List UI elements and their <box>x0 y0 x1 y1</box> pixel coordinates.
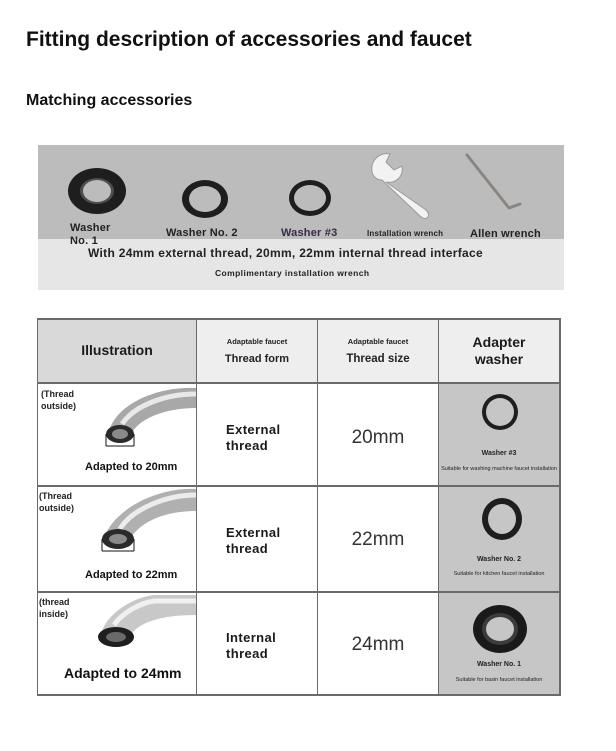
row-1-thread-note: (Thread outside) <box>41 389 76 411</box>
fitting-table <box>37 318 561 696</box>
washer-3-label: Washer #3 <box>281 227 338 239</box>
faucet-outside-thread-icon <box>100 384 196 456</box>
header-illustration-cell <box>38 320 196 382</box>
header-washer-cell <box>439 320 559 382</box>
row-3-thread-size-cell <box>318 593 438 694</box>
section-title: Matching accessories <box>26 92 193 109</box>
header-thread-size-top: Adaptable faucet <box>347 337 409 346</box>
row-3-washer-label: Washer No. 1 <box>476 661 522 668</box>
installation-wrench-label: Installation wrench <box>367 229 444 238</box>
row-1-washer-use: Suitable for washing machine faucet installation <box>441 466 557 472</box>
allen-wrench-label: Allen wrench <box>470 228 541 240</box>
row-3-thread-form-cell <box>197 593 317 694</box>
faucet-inside-thread-icon <box>94 593 196 655</box>
row-2-thread-form-cell <box>197 487 317 591</box>
page-title: Fitting description of accessories and faucet <box>26 28 472 51</box>
row-3-washer-use: Suitable for basin faucet installation <box>455 677 543 683</box>
header-thread-form-cell <box>197 320 317 382</box>
row-1-washer-label: Washer #3 <box>481 450 517 457</box>
row-2-thread-note: (Thread outside) <box>39 491 74 513</box>
header-thread-size: Thread size <box>346 353 410 365</box>
row-3-adapted-size: Adapted to 24mm <box>64 665 182 681</box>
row-3-thread-note: (thread inside) <box>39 597 70 619</box>
thin-washer-icon <box>287 178 333 218</box>
header-thread-form-top: Adaptable faucet <box>226 337 288 346</box>
row-1-thread-form: External thread <box>226 422 281 453</box>
header-adapter-washer: Adapter washer <box>472 334 526 367</box>
row-1-adapted-size: Adapted to 20mm <box>85 461 178 473</box>
header-thread-form: Thread form <box>224 353 290 365</box>
header-thread-size-cell <box>318 320 438 382</box>
row-3-thread-form: Internal thread <box>226 630 277 661</box>
row-1-thread-size: 20mm <box>351 427 405 448</box>
row-3-illustration <box>38 593 196 694</box>
row-1-thread-size-cell <box>318 384 438 485</box>
faucet-outside-thread-icon <box>96 487 196 563</box>
interface-description: With 24mm external thread, 20mm, 22mm internal thread interface <box>88 246 483 260</box>
row-2-thread-size-cell <box>318 487 438 591</box>
header-illustration: Illustration <box>81 342 153 358</box>
washer-2-label: Washer No. 2 <box>166 227 238 239</box>
washer-1-label: Washer No. 1 <box>70 222 111 247</box>
row-1-illustration <box>38 384 196 485</box>
washer-1-icon <box>471 603 529 655</box>
thick-washer-icon <box>66 165 128 217</box>
row-3-washer-cell <box>439 593 559 694</box>
row-2-illustration <box>38 487 196 591</box>
row-1-washer-cell <box>439 384 559 485</box>
row-2-thread-size: 22mm <box>351 529 405 550</box>
row-2-washer-use: Suitable for kitchen faucet installation <box>453 571 545 577</box>
row-2-washer-label: Washer No. 2 <box>476 556 522 563</box>
row-2-thread-form: External thread <box>226 525 281 556</box>
row-2-adapted-size: Adapted to 22mm <box>85 569 178 581</box>
washer-2-icon <box>480 496 524 542</box>
wrench-icon <box>366 150 446 220</box>
washer-3-icon <box>480 392 520 432</box>
washer-icon <box>180 178 230 220</box>
row-2-washer-cell <box>439 487 559 591</box>
row-1-thread-form-cell <box>197 384 317 485</box>
complimentary-wrench-note: Complimentary installation wrench <box>215 268 370 278</box>
row-3-thread-size: 24mm <box>351 634 405 655</box>
allen-wrench-icon <box>462 152 530 222</box>
